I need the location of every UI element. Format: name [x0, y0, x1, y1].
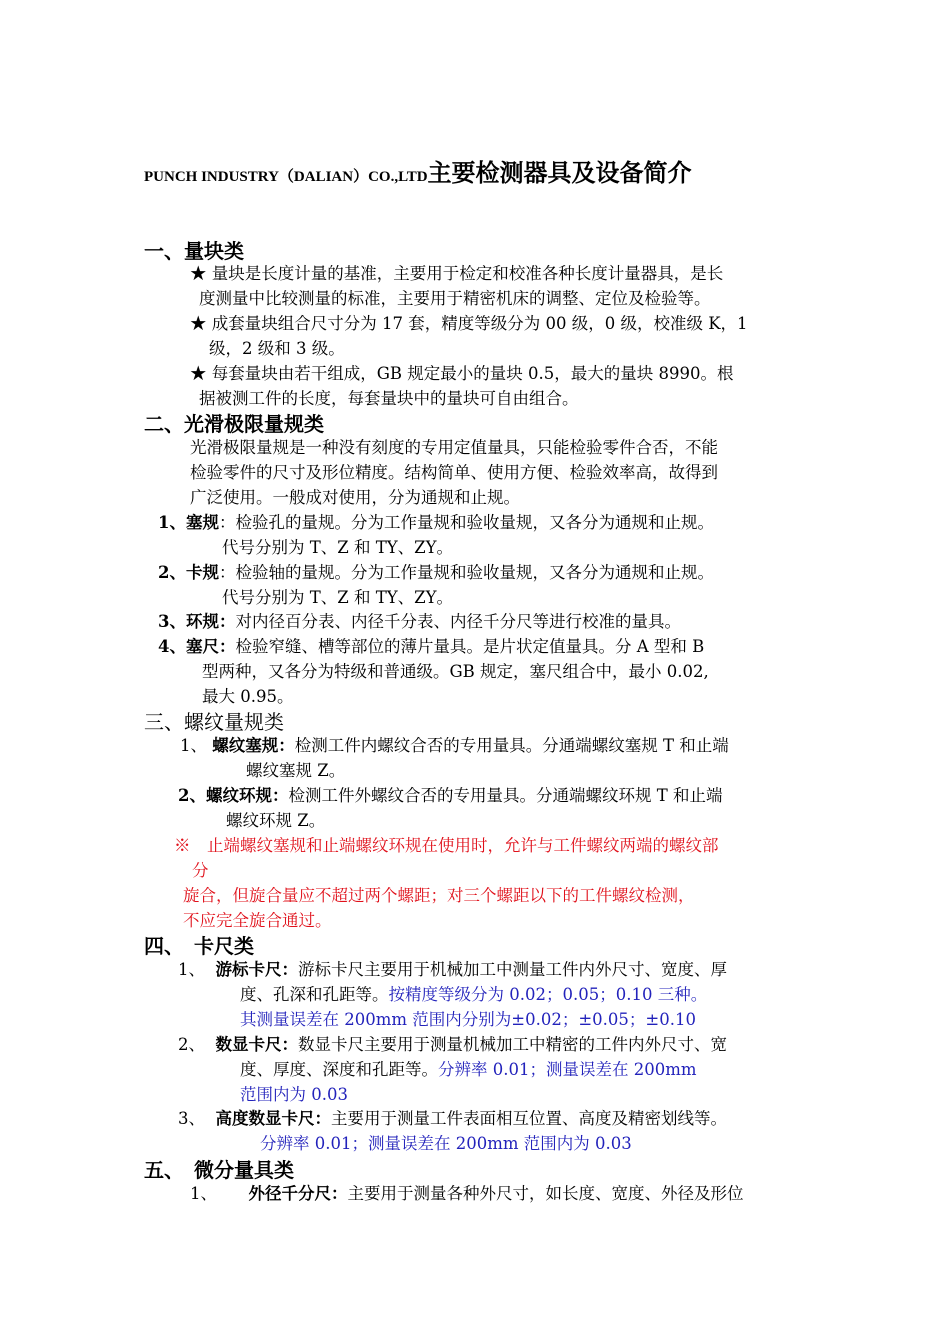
sec4-item-2-line-2 — [240, 1058, 697, 1082]
sec3-item-2-text: 检测工件外螺纹合否的专用量具。分通端螺纹环规 T 和止端 — [288, 786, 723, 805]
sec4-item-1-precision: 按精度等级分为 0.02；0.05；0.10 三种。 — [388, 985, 708, 1004]
sec3-note-line-2: 分 — [192, 861, 209, 880]
sec4-item-2-text: 数显卡尺主要用于测量机械加工中精密的工件内外尺寸、宽 — [298, 1035, 727, 1054]
sec4-item-2-line-2a: 度、厚度、深度和孔距等。 — [240, 1060, 438, 1079]
sec1-line-2: 度测量中比较测量的标准，主要用于精密机床的调整、定位及检验等。 — [199, 289, 711, 308]
sec4-item-1-text: 游标卡尺主要用于机械加工中测量工件内外尺寸、宽度、厚 — [298, 960, 727, 979]
sec4-item-1 — [178, 958, 727, 982]
sec2-item-1-text: ：检验孔的量规。分为工作量规和验收量规，又各分为通规和止规。 — [218, 513, 714, 532]
sec2-item-1-label: 1、塞规 — [158, 513, 219, 532]
sec4-item-3-text: 主要用于测量工件表面相互位置、高度及精密划线等。 — [331, 1109, 727, 1128]
sec5-item-1-label: 外径千分尺： — [248, 1184, 348, 1203]
sec2-item-2-line-2: 代号分别为 T、Z 和 TY、ZY。 — [222, 588, 453, 607]
sec2-item-2-label: 2、卡规 — [158, 563, 219, 582]
sec2-item-2 — [158, 561, 714, 585]
sec4-item-1-label: 游标卡尺： — [215, 960, 298, 979]
sec2-item-4 — [158, 635, 704, 659]
sec4-item-1-line-2a: 度、孔深和孔距等。 — [240, 985, 389, 1004]
sec4-item-2-num: 2、 — [178, 1035, 205, 1054]
sec4-item-1-line-2 — [240, 983, 707, 1007]
sec2-item-4-label: 4、塞尺： — [158, 637, 236, 656]
sec2-item-4-text: 检验窄缝、槽等部位的薄片量具。是片状定值量具。分 A 型和 B — [235, 637, 705, 656]
section-3-heading: 三、螺纹量规类 — [144, 710, 284, 734]
sec1-line-1: ★ 量块是长度计量的基准，主要用于检定和校准各种长度计量器具，是长 — [190, 264, 724, 283]
section-4-heading: 四、 卡尺类 — [144, 934, 254, 958]
sec4-item-3-num: 3、 — [178, 1109, 205, 1128]
sec3-item-2-line-2: 螺纹环规 Z。 — [226, 811, 326, 830]
sec5-item-1-text: 主要用于测量各种外尺寸，如长度、宽度、外径及形位 — [347, 1184, 744, 1203]
sec2-item-1-line-2: 代号分别为 T、Z 和 TY、ZY。 — [222, 538, 453, 557]
section-5-heading: 五、 微分量具类 — [144, 1158, 294, 1182]
title-company: PUNCH INDUSTRY（DALIAN）CO.,LTD — [144, 169, 428, 185]
sec3-item-2-label: 2、螺纹环规： — [178, 786, 289, 805]
sec3-note-line-1: ※ 止端螺纹塞规和止端螺纹环规在使用时，允许与工件螺纹两端的螺纹部 — [174, 836, 719, 855]
sec4-item-2-label: 数显卡尺： — [215, 1035, 298, 1054]
sec3-item-1-num: 1、 — [180, 736, 207, 755]
sec2-para-2: 检验零件的尺寸及形位精度。结构简单、使用方便、检验效率高，故得到 — [190, 463, 718, 482]
sec2-item-3-text: 对内径百分表、内径千分表、内径千分尺等进行校准的量具。 — [235, 612, 681, 631]
sec2-item-3-label: 3、环规： — [158, 612, 236, 631]
sec4-item-2-resolution: 分辨率 0.01；测量误差在 200mm — [438, 1060, 697, 1079]
section-1-heading: 一、量块类 — [144, 239, 244, 263]
sec2-para-1: 光滑极限量规是一种没有刻度的专用定值量具，只能检验零件合否，不能 — [190, 438, 718, 457]
section-2-heading: 二、光滑极限量规类 — [144, 412, 324, 436]
sec5-item-1-num: 1、 — [190, 1184, 217, 1203]
sec1-line-5: ★ 每套量块由若干组成，GB 规定最小的量块 0.5，最大的量块 8990。根 — [190, 364, 734, 383]
sec4-item-2-line-3: 范围内为 0.03 — [240, 1085, 348, 1104]
sec3-item-2 — [178, 784, 722, 808]
sec2-item-2-text: ：检验轴的量规。分为工作量规和验收量规，又各分为通规和止规。 — [218, 563, 714, 582]
sec1-line-3: ★ 成套量块组合尺寸分为 17 套，精度等级分为 00 级，0 级，校准级 K，1 — [190, 314, 748, 333]
sec2-item-1 — [158, 511, 714, 535]
sec4-item-1-num: 1、 — [178, 960, 205, 979]
sec5-item-1 — [190, 1182, 743, 1206]
sec2-item-3 — [158, 610, 681, 634]
sec1-line-4: 级，2 级和 3 级。 — [209, 339, 345, 358]
sec3-item-1-text: 检测工件内螺纹合否的专用量具。分通端螺纹塞规 T 和止端 — [294, 736, 729, 755]
sec2-item-4-line-3: 最大 0.95。 — [202, 687, 294, 706]
sec4-item-3 — [178, 1107, 727, 1131]
sec2-item-4-line-2: 型两种，又各分为特级和普通级。GB 规定，塞尺组合中，最小 0.02, — [202, 662, 709, 681]
sec4-item-3-line-2: 分辨率 0.01；测量误差在 200mm 范围内为 0.03 — [260, 1134, 632, 1153]
sec3-note-line-4: 不应完全旋合通过。 — [183, 911, 332, 930]
sec2-para-3: 广泛使用。一般成对使用，分为通规和止规。 — [190, 488, 520, 507]
sec3-note-line-3: 旋合，但旋合量应不超过两个螺距；对三个螺距以下的工件螺纹检测， — [183, 886, 695, 905]
title-main: 主要检测器具及设备简介 — [427, 159, 692, 187]
sec4-item-1-line-3: 其测量误差在 200mm 范围内分别为±0.02；±0.05；±0.10 — [240, 1010, 696, 1029]
sec3-item-1-label: 螺纹塞规： — [212, 736, 295, 755]
sec4-item-3-label: 高度数显卡尺： — [215, 1109, 331, 1128]
sec3-item-1-line-2: 螺纹塞规 Z。 — [246, 761, 346, 780]
sec4-item-2 — [178, 1033, 727, 1057]
page-title — [144, 153, 692, 188]
sec3-item-1 — [180, 734, 729, 758]
sec1-line-6: 据被测工件的长度，每套量块中的量块可自由组合。 — [199, 389, 579, 408]
